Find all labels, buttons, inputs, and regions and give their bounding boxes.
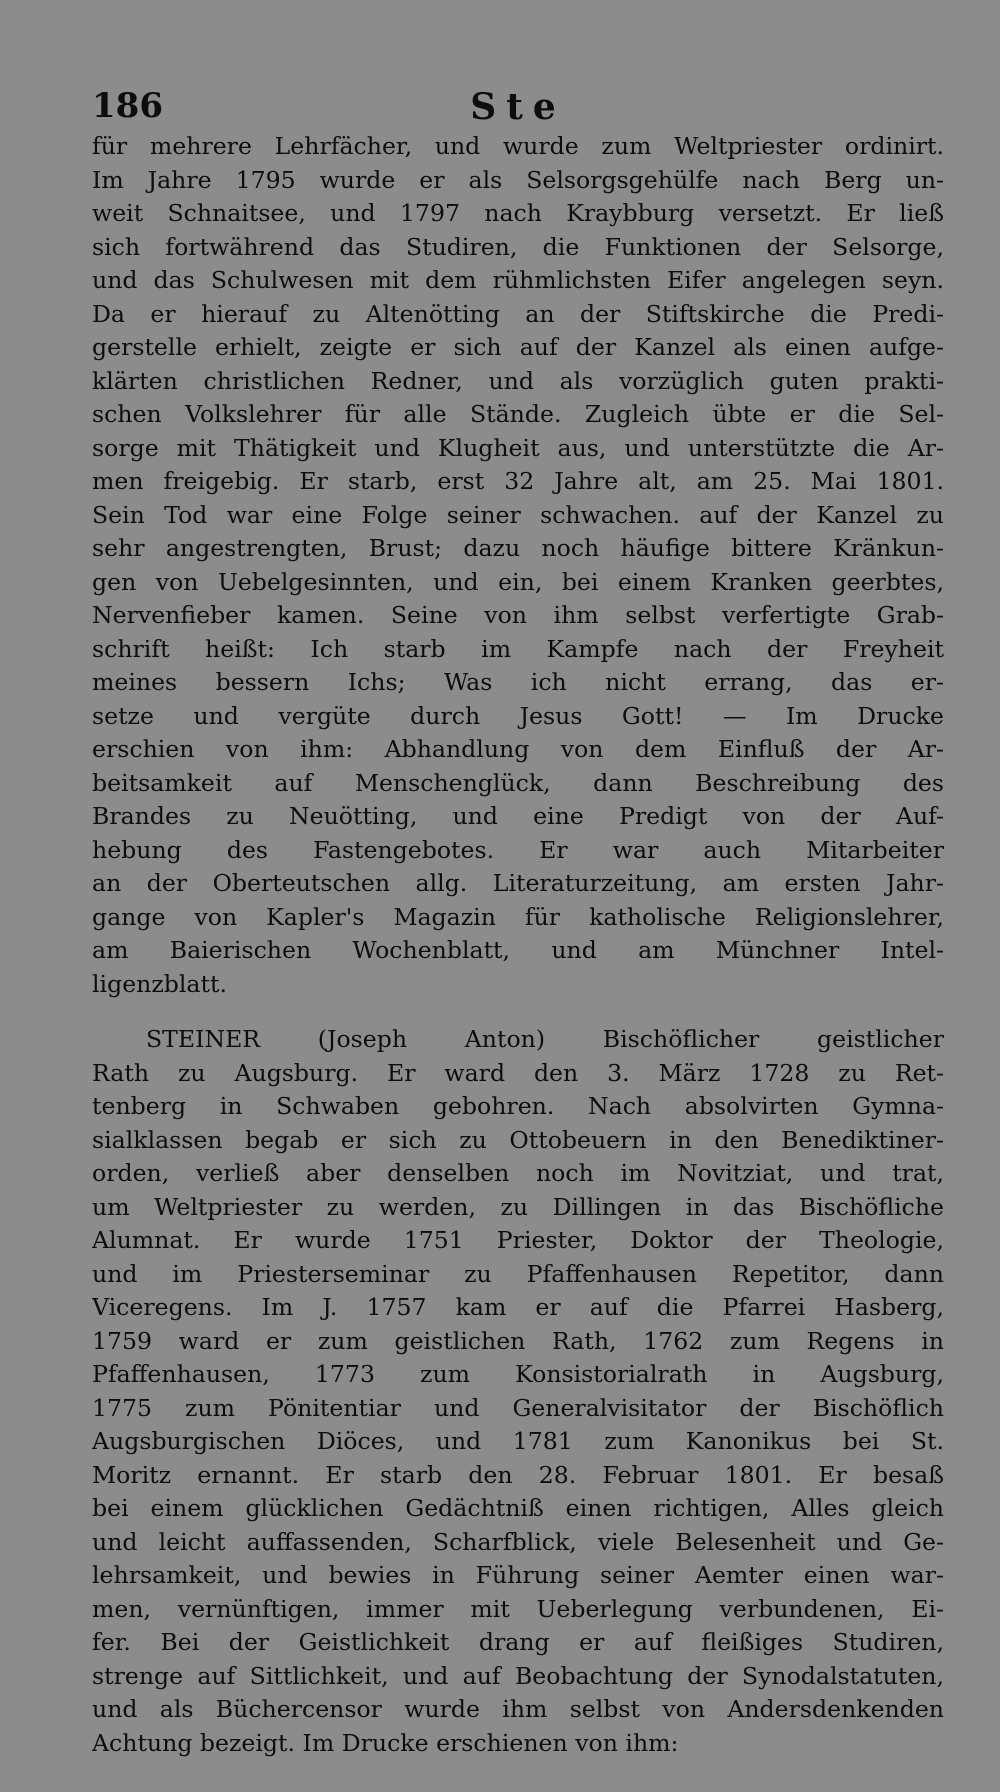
page-number: 186 [92,86,163,126]
text-line: orden, verließ aber denselben noch im Novitziat, und trat, [92,1159,944,1187]
text-line: setze und vergüte durch Jesus Gott! — Im Drucke [92,701,944,730]
text-line: sialklassen begab er sich zu Ottobeuern in den Benediktiner- [92,1125,944,1154]
text-line: Da er hierauf zu Altenötting an der Stiftskirche die Predi- [92,299,944,328]
text-line: am Baierischen Wochenblatt, und am Münchner Intel- [92,936,944,964]
text-line: Achtung bezeigt. Im Drucke erschienen von ihm: [92,1728,679,1757]
text-line: strenge auf Sittlichkeit, und auf Beobachtung der Synodalstatuten, [92,1661,944,1690]
text-line: ligenzblatt. [92,969,227,998]
text-line: und im Priesterseminar zu Pfaffenhausen Repetitor, dann [92,1259,944,1288]
text-line: Im Jahre 1795 wurde er als Selsorgsgehülfe nach Berg un- [92,165,944,194]
text-line: schen Volkslehrer für alle Stände. Zugleich übte er die Sel- [92,400,944,428]
text-line: men freigebig. Er starb, erst 32 Jahre alt, am 25. Mai 1801. [92,467,944,495]
text-line: Viceregens. Im J. 1757 kam er auf die Pfarrei Hasberg, [92,1293,944,1321]
text-line: hebung des Fastengebotes. Er war auch Mitarbeiter [92,835,944,864]
text-line: Brandes zu Neuötting, und eine Predigt von der Auf- [92,802,944,830]
text-line: weit Schnaitsee, und 1797 nach Kraybburg versetzt. Er ließ [92,199,944,227]
text-line: lehrsamkeit, und bewies in Führung seiner Aemter einen war- [92,1561,944,1589]
text-line: Moritz ernannt. Er starb den 28. Februar 1801. Er besaß [92,1460,944,1489]
text-line: STEINER (Joseph Anton) Bischöflicher geistlicher [146,1025,944,1053]
text-line: beitsamkeit auf Menschenglück, dann Beschreibung des [92,768,944,797]
text-line: Rath zu Augsburg. Er ward den 3. März 1728 zu Ret- [92,1058,944,1087]
text-line: meines bessern Ichs; Was ich nicht errang, das er- [92,668,944,696]
text-line: sich fortwährend das Studiren, die Funktionen der Selsorge, [92,232,944,261]
text-line: Sein Tod war eine Folge seiner schwachen. auf der Kanzel zu [92,500,944,529]
text-line: 1759 ward er zum geistlichen Rath, 1762 zum Regens in [92,1326,944,1355]
running-head: Ste [470,86,566,128]
text-line: Pfaffenhausen, 1773 zum Konsistorialrath in Augsburg, [92,1360,944,1388]
text-line: gen von Uebelgesinnten, und ein, bei einem Kranken geerbtes, [92,567,944,596]
text-line: schrift heißt: Ich starb im Kampfe nach der Freyheit [92,634,944,663]
text-line: tenberg in Schwaben gebohren. Nach absolvirten Gymna- [92,1092,944,1120]
text-line: fer. Bei der Geistlichkeit drang er auf fleißiges Studiren, [92,1628,944,1656]
text-line: Augsburgischen Diöces, und 1781 zum Kanonikus bei St. [92,1427,944,1455]
text-line: 1775 zum Pönitentiar und Generalvisitator der Bischöflich [92,1393,944,1422]
text-line: sorge mit Thätigkeit und Klugheit aus, und unterstützte die Ar- [92,433,944,462]
entry-previous-continuation [92,130,944,1001]
text-line: um Weltpriester zu werden, zu Dillingen in das Bischöfliche [92,1192,944,1221]
text-line: gerstelle erhielt, zeigte er sich auf der Kanzel als einen aufge- [92,333,944,361]
text-line: sehr angestrengten, Brust; dazu noch häufige bittere Kränkun- [92,534,944,562]
text-line: klärten christlichen Redner, und als vorzüglich guten prakti- [92,366,944,395]
text-line: bei einem glücklichen Gedächtniß einen richtigen, Alles gleich [92,1494,944,1522]
text-line: und als Büchercensor wurde ihm selbst von Andersdenkenden [92,1695,944,1723]
text-line: und leicht auffassenden, Scharfblick, viele Belesenheit und Ge- [92,1527,944,1556]
text-line: an der Oberteutschen allg. Literaturzeitung, am ersten Jahr- [92,869,944,897]
text-line: Alumnat. Er wurde 1751 Priester, Doktor der Theologie, [92,1226,944,1254]
entry-steiner [92,1023,944,1760]
text-line: men, vernünftigen, immer mit Ueberlegung verbundenen, Ei- [92,1594,944,1623]
page-header [92,86,944,136]
text-line: gange von Kapler's Magazin für katholische Religionslehrer, [92,902,944,931]
text-line: erschien von ihm: Abhandlung von dem Einfluß der Ar- [92,735,944,763]
text-line: für mehrere Lehrfächer, und wurde zum Weltpriester ordinirt. [92,132,944,160]
text-line: und das Schulwesen mit dem rühmlichsten Eifer angelegen seyn. [92,266,944,294]
text-line: Nervenfieber kamen. Seine von ihm selbst verfertigte Grab- [92,601,944,629]
